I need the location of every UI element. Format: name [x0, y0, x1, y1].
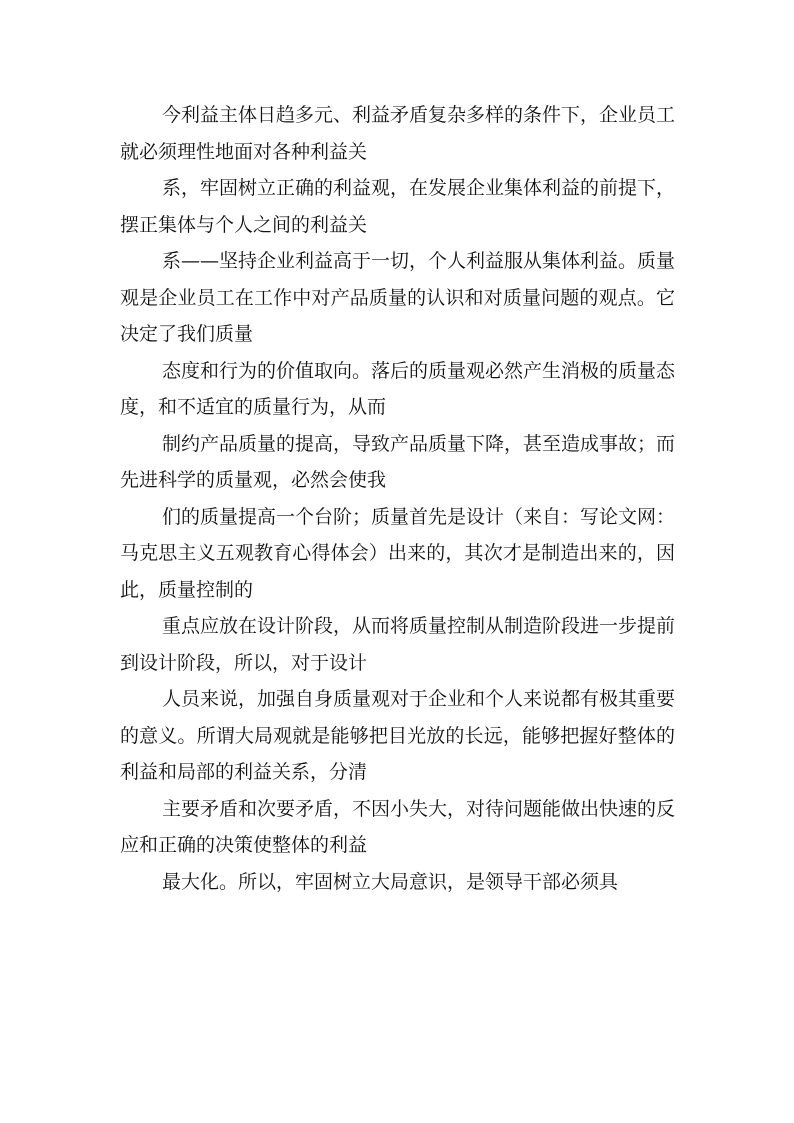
paragraph-2: 系，牢固树立正确的利益观，在发展企业集体利益的前提下，摆正集体与个人之间的利益关 — [120, 177, 676, 236]
paragraph-10: 最大化。所以，牢固树立大局意识，是领导干部必须具 — [162, 870, 619, 893]
paragraph-6: 们的质量提高一个台阶；质量首先是设计（来自：写论文网：马克思主义五观教育心得体会）出来的，其次才是制造出来的，因此，质量控制的 — [120, 505, 676, 601]
paragraph-8: 人员来说，加强自身质量观对于企业和个人来说都有极其重要的意义。所谓大局观就是能够把目光放的长远，能够把握好整体的利益和局部的利益关系，分清 — [120, 688, 676, 783]
paragraph-9: 主要矛盾和次要矛盾，不因小失大，对待问题能做出快速的反应和正确的决策使整体的利益 — [120, 797, 676, 856]
paragraph-5: 制约产品质量的提高，导致产品质量下降，甚至造成事故；而先进科学的质量观，必然会使我 — [120, 432, 676, 491]
paragraph-3: 系——坚持企业利益高于一切，个人利益服从集体利益。质量观是企业员工在工作中对产品质量的认识和对质量问题的观点。它决定了我们质量 — [120, 250, 676, 345]
document-body — [120, 97, 675, 900]
paragraph-7: 重点应放在设计阶段，从而将质量控制从制造阶段进一步提前到设计阶段，所以，对于设计 — [120, 615, 676, 674]
paragraph-1: 今利益主体日趋多元、利益矛盾复杂多样的条件下，企业员工就必须理性地面对各种利益关 — [120, 104, 676, 163]
paragraph-4: 态度和行为的价值取向。落后的质量观必然产生消极的质量态度，和不适宜的质量行为，从而 — [120, 359, 676, 418]
